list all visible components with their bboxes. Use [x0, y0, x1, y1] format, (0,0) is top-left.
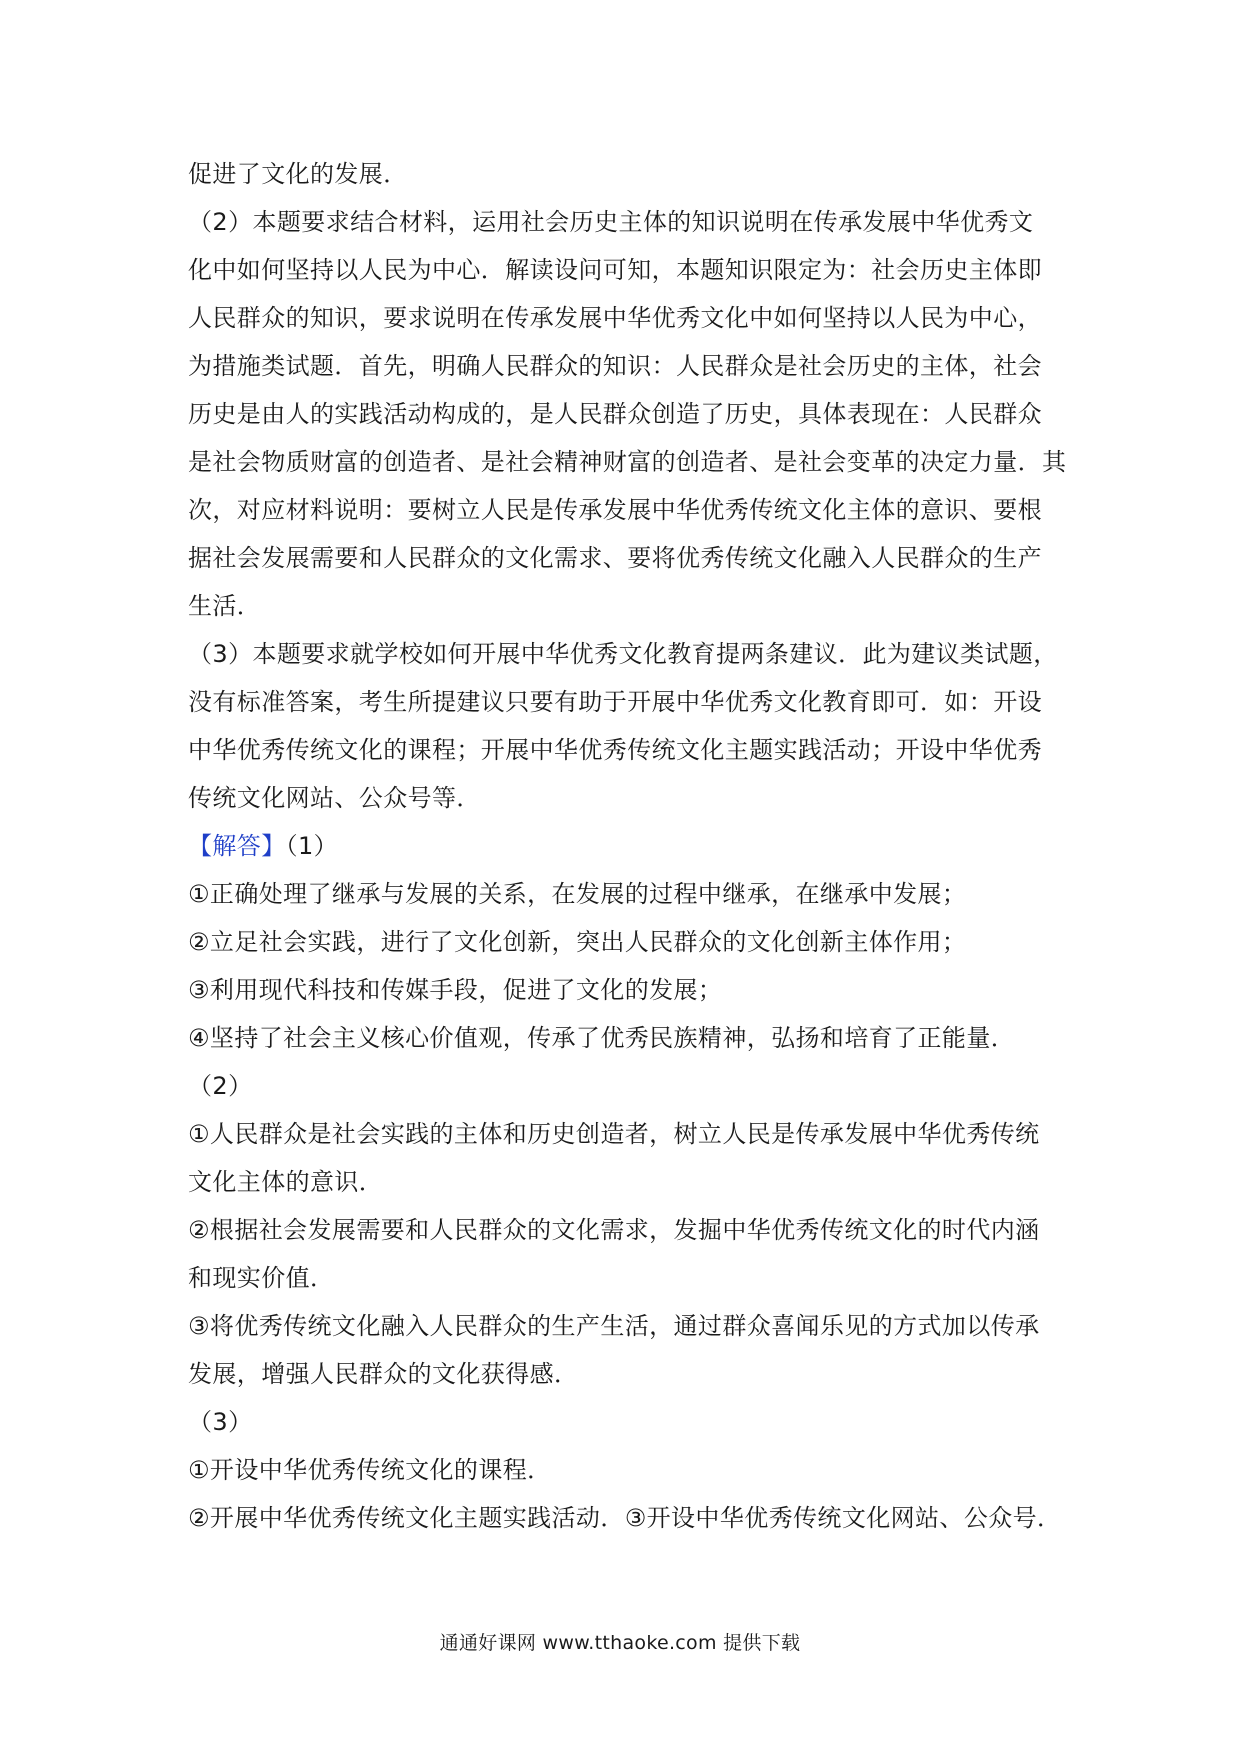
- answer-line: ②根据社会发展需要和人民群众的文化需求，发掘中华优秀传统文化的时代内涵: [188, 1216, 1040, 1244]
- answer-line: ①开设中华优秀传统文化的课程．: [188, 1456, 552, 1484]
- analysis-line: （2）本题要求结合材料，运用社会历史主体的知识说明在传承发展中华优秀文: [188, 208, 1034, 236]
- analysis-line: 历史是由人的实践活动构成的，是人民群众创造了历史，具体表现在：人民群众: [188, 400, 1042, 428]
- analysis-line: 传统文化网站、公众号等．: [188, 784, 481, 812]
- answer-line: 和现实价值．: [188, 1264, 335, 1292]
- answer-line: ③将优秀传统文化融入人民群众的生产生活，通过群众喜闻乐见的方式加以传承: [188, 1312, 1040, 1340]
- analysis-line: 促进了文化的发展．: [188, 160, 408, 188]
- answer-line: ②立足社会实践，进行了文化创新，突出人民群众的文化创新主体作用；: [188, 928, 967, 956]
- answer-line: ④坚持了社会主义核心价值观，传承了优秀民族精神，弘扬和培育了正能量．: [188, 1024, 1016, 1052]
- analysis-line: 为措施类试题．首先，明确人民群众的知识：人民群众是社会历史的主体，社会: [188, 352, 1042, 380]
- answer-heading: [188, 822, 1060, 870]
- analysis-line: （3）本题要求就学校如何开展中华优秀文化教育提两条建议．此为建议类试题，: [188, 640, 1058, 668]
- analysis-line: 化中如何坚持以人民为中心．解读设问可知，本题知识限定为：社会历史主体即: [188, 256, 1042, 284]
- answer-line: ①人民群众是社会实践的主体和历史创造者，树立人民是传承发展中华优秀传统: [188, 1120, 1040, 1148]
- analysis-line: 次，对应材料说明：要树立人民是传承发展中华优秀传统文化主体的意识、要根: [188, 496, 1042, 524]
- answer-line: ②开展中华优秀传统文化主题实践活动．③开设中华优秀传统文化网站、公众号．: [188, 1504, 1062, 1532]
- analysis-line: 没有标准答案，考生所提建议只要有助于开展中华优秀文化教育即可．如：开设: [188, 688, 1042, 716]
- answer-tag: 【解答】: [188, 832, 286, 860]
- part3-label: （3）: [188, 1408, 253, 1436]
- part2-label: （2）: [188, 1072, 253, 1100]
- analysis-line: 人民群众的知识，要求说明在传承发展中华优秀文化中如何坚持以人民为中心，: [188, 304, 1042, 332]
- part1-label: （1）: [285, 832, 339, 860]
- analysis-line: 生活．: [188, 592, 262, 620]
- analysis-line: 据社会发展需要和人民群众的文化需求、要将优秀传统文化融入人民群众的生产: [188, 544, 1042, 572]
- answer-line: 发展，增强人民群众的文化获得感．: [188, 1360, 579, 1388]
- answer-line: 文化主体的意识．: [188, 1168, 384, 1196]
- answer-line: ①正确处理了继承与发展的关系，在发展的过程中继承，在继承中发展；: [188, 880, 967, 908]
- analysis-line: 中华优秀传统文化的课程；开展中华优秀传统文化主题实践活动；开设中华优秀: [188, 736, 1042, 764]
- analysis-line: 是社会物质财富的创造者、是社会精神财富的创造者、是社会变革的决定力量．其: [188, 448, 1067, 476]
- document-body: [188, 150, 1067, 1542]
- answer-line: ③利用现代科技和传媒手段，促进了文化的发展；: [188, 976, 723, 1004]
- page-footer: 通通好课网 www.tthaoke.com 提供下载: [439, 1632, 801, 1654]
